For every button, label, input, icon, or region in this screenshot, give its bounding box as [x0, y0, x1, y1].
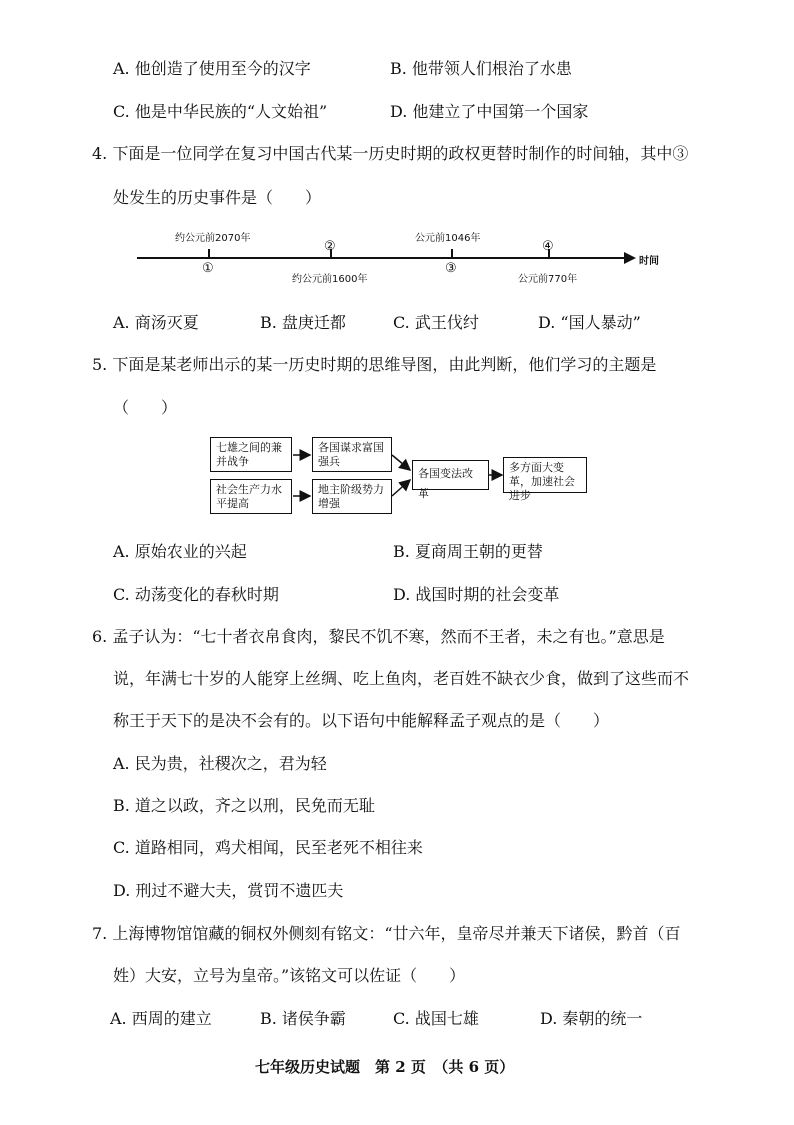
q4-option-b: B. 盘庚迁都: [260, 313, 346, 332]
q3-option-b: B. 他带领人们根治了水患: [390, 59, 572, 78]
page-footer: 七年级历史试题 第 2 页 （共 6 页）: [255, 1058, 515, 1076]
timeline-label-top-4: ④: [542, 239, 554, 254]
q6-option-d: D. 刑过不避大夫，赏罚不遗匹夫: [113, 881, 344, 900]
timeline-label-bottom-1: ①: [202, 261, 214, 276]
q4-option-a: A. 商汤灭夏: [113, 313, 199, 332]
q5-option-d: D. 战国时期的社会变革: [393, 585, 560, 604]
arrow-2-5: [392, 455, 410, 470]
q7-option-a: A. 西周的建立: [110, 1009, 212, 1028]
q3-option-d: D. 他建立了中国第一个国家: [390, 102, 589, 121]
mind-map-box-5: 各国变法改革: [412, 460, 489, 490]
mind-map-box-2: 各国谋求富国强兵: [312, 437, 392, 472]
mind-map-box-1: 七雄之间的兼并战争: [210, 437, 292, 472]
q7-stem-line1: 7. 上海博物馆馆藏的铜权外侧刻有铭文：“廿六年，皇帝尽并兼天下诸侯，黔首（百: [92, 924, 681, 943]
q6-option-b: B. 道之以政，齐之以刑，民免而无耻: [113, 796, 375, 815]
q6-stem-line1: 6. 孟子认为：“七十者衣帛食肉，黎民不饥不寒，然而不王者，未之有也。”意思是: [92, 627, 665, 646]
q5-stem-line1: 5. 下面是某老师出示的某一历史时期的思维导图，由此判断，他们学习的主题是: [92, 355, 657, 374]
q3-option-a: A. 他创造了使用至今的汉字: [113, 59, 311, 78]
q4-option-c: C. 武王伐纣: [393, 313, 479, 332]
q4-stem-line2: 处发生的历史事件是（ ）: [113, 188, 322, 207]
arrow-4-5: [392, 480, 410, 496]
q7-option-d: D. 秦朝的统一: [540, 1009, 643, 1028]
timeline-axis-label: 时间: [639, 256, 659, 267]
q5-option-a: A. 原始农业的兴起: [113, 542, 247, 561]
mind-map-box-6: 多方面大变革，加速社会进步: [503, 457, 587, 493]
q7-option-b: B. 诸侯争霸: [260, 1009, 346, 1028]
q6-option-a: A. 民为贵，社稷次之，君为轻: [113, 754, 327, 773]
mind-map-box-3: 社会生产力水平提高: [210, 479, 292, 514]
q4-option-d: D. “国人暴动”: [538, 313, 641, 332]
q3-option-c: C. 他是中华民族的“人文始祖”: [113, 102, 328, 121]
timeline-label-top-1: 约公元前2070年: [175, 233, 251, 244]
q6-option-c: C. 道路相同，鸡犬相闻，民至老死不相往来: [113, 838, 423, 857]
q4-stem-line1: 4. 下面是一位同学在复习中国古代某一历史时期的政权更替时制作的时间轴，其中③: [92, 144, 689, 163]
q5-stem-line2: （ ）: [113, 398, 178, 417]
q6-stem-line3: 称王于天下的是决不会有的。以下语句中能解释孟子观点的是（ ）: [113, 711, 610, 730]
timeline-label-top-3: 公元前1046年: [415, 233, 481, 244]
q7-option-c: C. 战国七雄: [393, 1009, 479, 1028]
timeline-label-bottom-2: 约公元前1600年: [292, 274, 368, 285]
timeline-label-bottom-3: ③: [445, 261, 457, 276]
q6-stem-line2: 说，年满七十岁的人能穿上丝绸、吃上鱼肉，老百姓不缺衣少食，做到了这些而不: [113, 669, 690, 688]
mind-map-box-4: 地主阶级势力增强: [312, 479, 392, 514]
q5-option-b: B. 夏商周王朝的更替: [393, 542, 543, 561]
timeline-label-bottom-4: 公元前770年: [518, 274, 578, 285]
q7-stem-line2: 姓）大安，立号为皇帝。”该铭文可以佐证（ ）: [113, 966, 466, 985]
timeline-label-top-2: ②: [324, 239, 336, 254]
q5-option-c: C. 动荡变化的春秋时期: [113, 585, 279, 604]
